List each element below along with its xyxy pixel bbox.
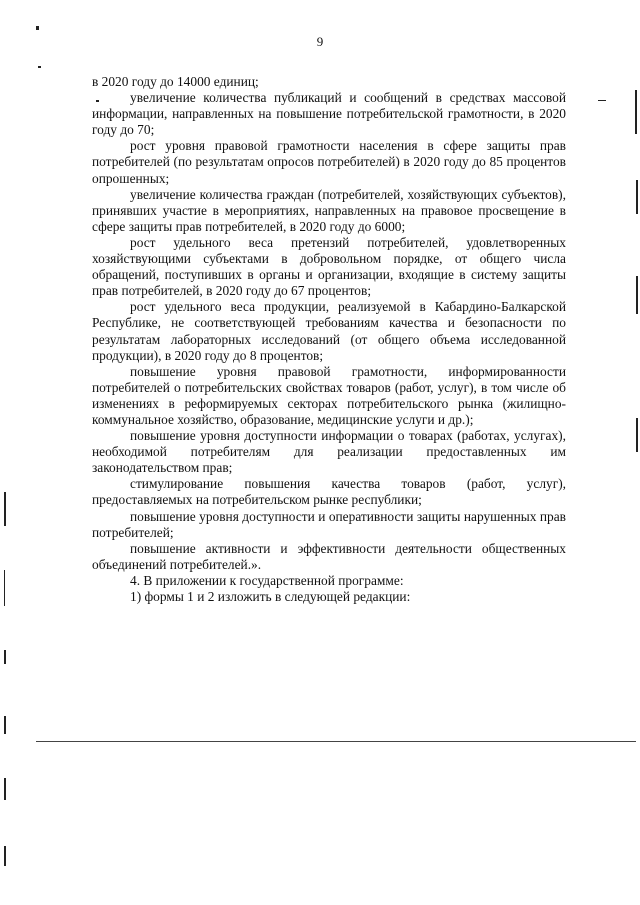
scan-mark — [598, 100, 606, 101]
scan-mark — [636, 180, 638, 214]
scan-mark — [635, 90, 637, 134]
paragraph: повышение уровня правовой грамотности, информированности потребителей о потребительских свойствах товаров (работ, услуг), в том числе об изменениях в реформируемых секторах потребительского рынка (жилищно-коммунальное хозяйство, образование, медицинские услуги и др.); — [92, 363, 566, 427]
paragraph: повышение уровня доступности и оперативности защиты нарушенных прав потребителей; — [92, 508, 566, 540]
paragraph: 1) формы 1 и 2 изложить в следующей редакции: — [130, 589, 411, 604]
paragraph: 4. В приложении к государственной программе: — [130, 572, 404, 588]
paragraph: рост уровня правовой грамотности населения в сфере защиты прав потребителей (по результатам опросов потребителей) в 2020 году до 85 процентов опрошенных; — [92, 138, 566, 186]
scan-mark — [96, 100, 99, 102]
scan-mark — [4, 778, 6, 800]
paragraph: увеличение количества граждан (потребителей, хозяйствующих субъектов), принявших участие в мероприятиях, направленных на правовое просвещение в сфере защиты прав потребителей, в 2020 году до 6000; — [92, 186, 566, 234]
scan-mark — [4, 846, 6, 866]
paragraph: повышение активности и эффективности деятельности общественных объединений потребителей.». — [92, 540, 566, 572]
scan-mark — [4, 650, 6, 664]
scan-mark — [36, 26, 39, 30]
scan-mark — [636, 418, 638, 452]
scan-mark — [4, 570, 5, 606]
paragraph: в 2020 году до 14000 единиц; — [92, 74, 259, 89]
page-number: 9 — [316, 34, 324, 49]
paragraph: повышение уровня доступности информации о товарах (работах, услугах), необходимой потребителям для реализации предоставленных им законодательством прав; — [92, 428, 566, 476]
scan-mark — [4, 492, 6, 526]
scan-mark — [4, 716, 6, 734]
bottom-rule — [36, 741, 636, 742]
scan-mark — [636, 276, 638, 314]
paragraph: рост удельного веса продукции, реализуемой в Кабардино-Балкарской Республике, не соответствующей требованиям качества и безопасности по результатам лабораторных исследований (от общего объема исследованной продукции), в 2020 году до 8 процентов; — [92, 299, 566, 363]
paragraph: увеличение количества публикаций и сообщений в средствах массовой информации, направленных на повышение потребительской грамотности, в 2020 году до 70; — [92, 90, 566, 138]
scan-mark — [38, 66, 41, 68]
paragraph: рост удельного веса претензий потребителей, удовлетворенных хозяйствующими субъектами в добровольном порядке, от общего числа обращений, поступивших в органы и организации, входящие в систему защиты прав потребителей, в 2020 году до 67 процентов; — [92, 234, 566, 299]
document-body — [92, 74, 566, 605]
paragraph: стимулирование повышения качества товаров (работ, услуг), предоставляемых на потребительском рынке республики; — [92, 476, 566, 508]
